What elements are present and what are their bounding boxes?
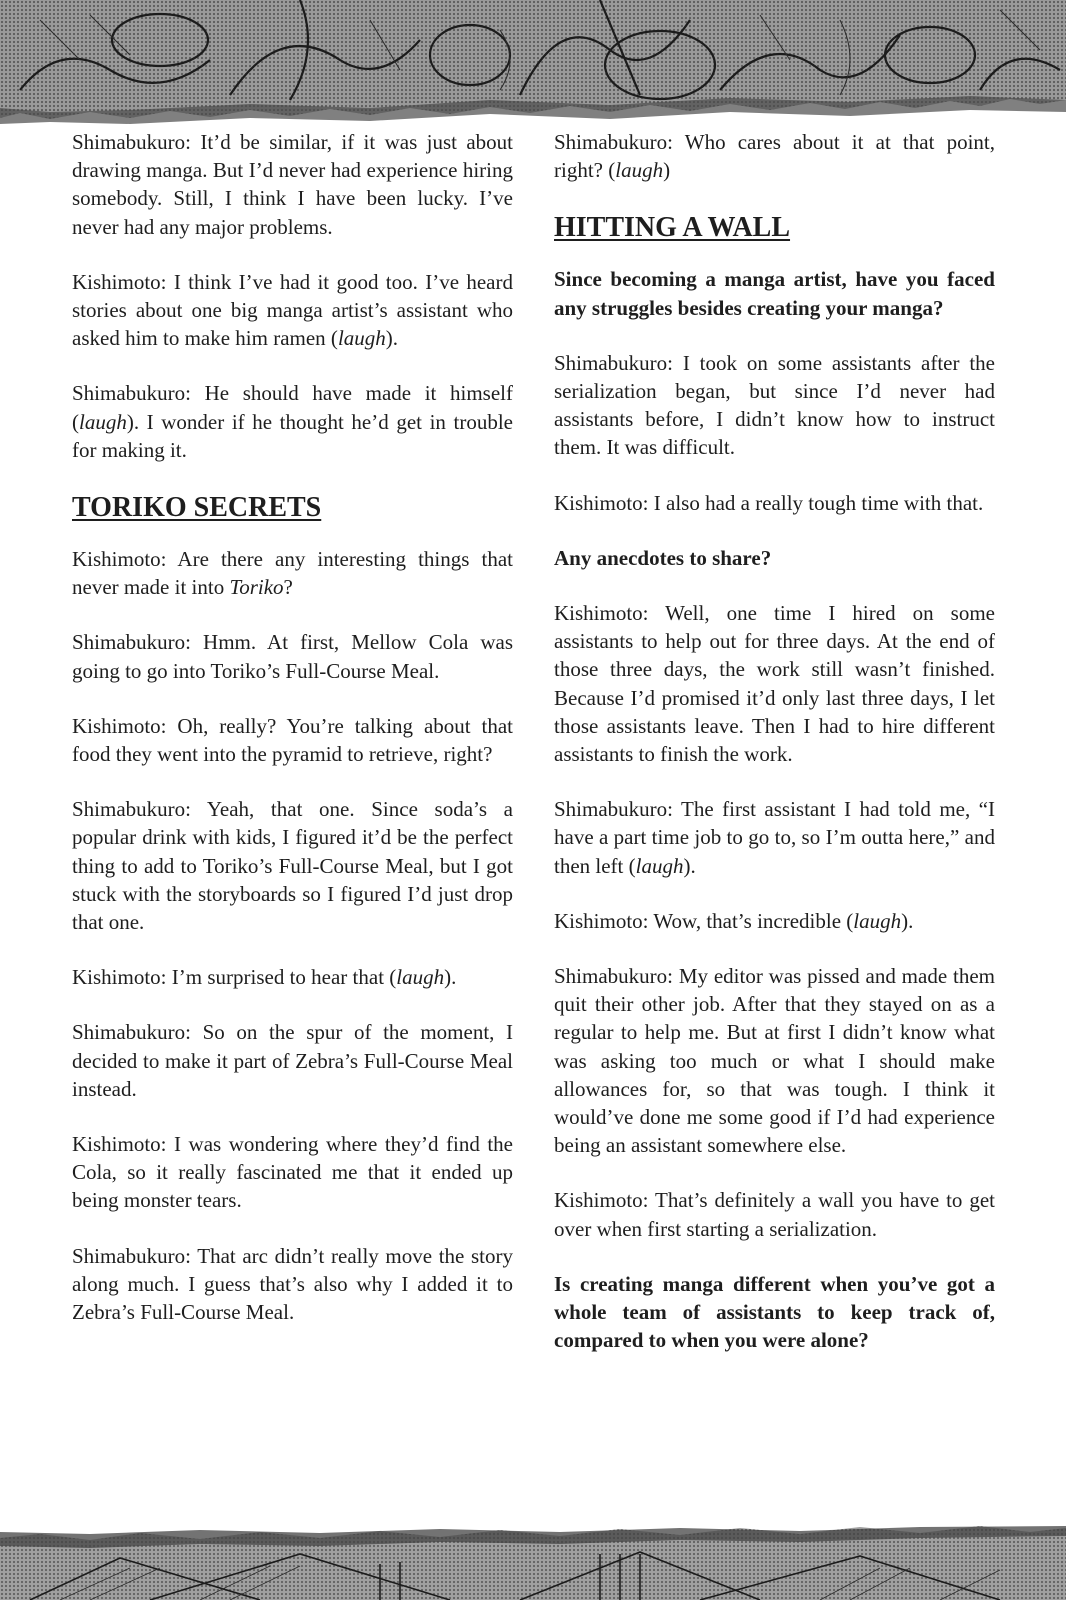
interview-paragraph: [72, 1242, 513, 1327]
interview-paragraph: [72, 545, 513, 601]
interview-paragraph: [554, 349, 995, 462]
paragraph-text: Kishimoto: I think I’ve had it good too. I’ve heard stories about one big manga artist’s assistant who asked him to make him ramen (: [72, 269, 513, 351]
interview-paragraph: [554, 489, 995, 517]
paragraph-text: ).: [444, 965, 457, 990]
paragraph-text: Kishimoto: Are there any interesting things that never made it into: [72, 547, 513, 600]
paragraph-text: Kishimoto: That’s definitely a wall you have to get over when first starting a serialization.: [554, 1188, 995, 1241]
paragraph-text: ).: [901, 908, 914, 933]
paragraph-text: Kishimoto: Oh, really? You’re talking about that food they went into the pyramid to retrieve, right?: [72, 713, 513, 767]
paragraph-text: Any anecdotes to share?: [554, 545, 772, 570]
italic-text: laugh: [396, 965, 445, 990]
paragraph-text: Shimabukuro: That arc didn’t really move the story along much. I guess that’s also why I added it to Zebra’s Full-Course Meal.: [72, 1243, 513, 1325]
interview-paragraph: [72, 379, 513, 464]
paragraph-text: Kishimoto: I was wondering where they’d find the Cola, so it really fascinated me that it ended up being monster tears.: [72, 1132, 513, 1213]
paragraph-text: Kishimoto: Well, one time I hired on some assistants to help out for three days. At the end of those three days, the work still wasn’t finished. Because I’d promised it’d only last three days, I let those assistants leave. Then I had to hire different assistants to finish the work.: [554, 601, 995, 767]
interview-paragraph: [72, 268, 513, 353]
paragraph-text: ?: [283, 575, 293, 600]
paragraph-text: Shimabukuro: My editor was pissed and made them quit their other job. After that they stayed on as a regular to help me. But at first I didn’t know what was asking too much or what I should make allowances for, so that was tough. I think it would’ve done me some good if I’d had experience being an assistant somewhere else.: [554, 964, 995, 1158]
interview-paragraph: [72, 712, 513, 768]
paragraph-text: ).: [385, 326, 399, 351]
paragraph-text: Shimabukuro: I took on some assistants after the serialization began, but since I’d never had assistants before, I didn’t know how to instruct them. It was difficult.: [554, 350, 995, 460]
italic-text: laugh: [79, 409, 127, 434]
italic-text: laugh: [853, 908, 902, 933]
paragraph-text: Is creating manga different when you’ve got a whole team of assistants to keep track of, compared to when you were alone?: [554, 1271, 995, 1353]
section-heading: [72, 491, 513, 525]
interview-question: [554, 265, 995, 321]
top-artwork-illustration: [0, 0, 1066, 126]
left-text-column: [72, 128, 513, 1353]
interview-paragraph: [554, 907, 995, 935]
interview-paragraph: [72, 628, 513, 684]
paragraph-text: Kishimoto: I’m surprised to hear that (: [72, 965, 397, 990]
italic-text: laugh: [337, 326, 386, 351]
right-text-column: [554, 128, 995, 1382]
interview-paragraph: [554, 795, 995, 880]
paragraph-text: Shimabukuro: He should have made it himself (: [72, 381, 513, 434]
interview-question: [554, 1270, 995, 1355]
section-heading: [554, 211, 995, 245]
bottom-artwork-illustration: [0, 1524, 1066, 1600]
paragraph-text: Shimabukuro: Hmm. At first, Mellow Cola was going to go into Toriko’s Full-Course Meal.: [72, 630, 513, 683]
top-artwork-banner: [0, 0, 1066, 126]
paragraph-text: HITTING A WALL: [554, 212, 791, 244]
interview-paragraph: [554, 962, 995, 1159]
interview-paragraph: [72, 1018, 513, 1103]
interview-paragraph: [72, 1130, 513, 1215]
paragraph-text: Shimabukuro: The first assistant I had told me, “I have a part time job to go to, so I’m outta here,” and then left (: [554, 797, 995, 878]
italic-text: laugh: [635, 853, 684, 878]
paragraph-text: Kishimoto: I also had a really tough time with that.: [554, 490, 984, 515]
italic-text: laugh: [615, 158, 664, 183]
paragraph-text: Shimabukuro: It’d be similar, if it was just about drawing manga. But I’d never had experience hiring somebody. Still, I think I have been lucky. I’ve never had any major problems.: [72, 130, 513, 239]
paragraph-text: Shimabukuro: So on the spur of the moment, I decided to make it part of Zebra’s Full-Course Meal instead.: [72, 1020, 513, 1101]
paragraph-text: Kishimoto: Wow, that’s incredible (: [554, 908, 854, 933]
interview-paragraph: [554, 599, 995, 768]
paragraph-text: Since becoming a manga artist, have you faced any struggles besides creating your manga?: [554, 267, 995, 320]
paragraph-text: ): [663, 158, 671, 183]
paragraph-text: TORIKO SECRETS: [72, 492, 322, 524]
paragraph-text: ).: [683, 853, 696, 878]
interview-paragraph: [72, 963, 513, 991]
interview-paragraph: [554, 128, 995, 184]
italic-text: Toriko: [229, 575, 284, 600]
bottom-artwork-banner: [0, 1524, 1066, 1600]
interview-paragraph: [554, 1186, 995, 1242]
interview-paragraph: [72, 795, 513, 936]
paragraph-text: ). I wonder if he thought he’d get in trouble for making it.: [72, 409, 513, 462]
paragraph-text: Shimabukuro: Who cares about it at that point, right? (: [554, 130, 995, 183]
interview-paragraph: [72, 128, 513, 241]
paragraph-text: Shimabukuro: Yeah, that one. Since soda’s a popular drink with kids, I figured it’d be the perfect thing to add to Toriko’s Full-Course Meal, but I got stuck with the storyboards so I figured I’d just drop that one.: [72, 797, 513, 935]
interview-question: [554, 544, 995, 572]
